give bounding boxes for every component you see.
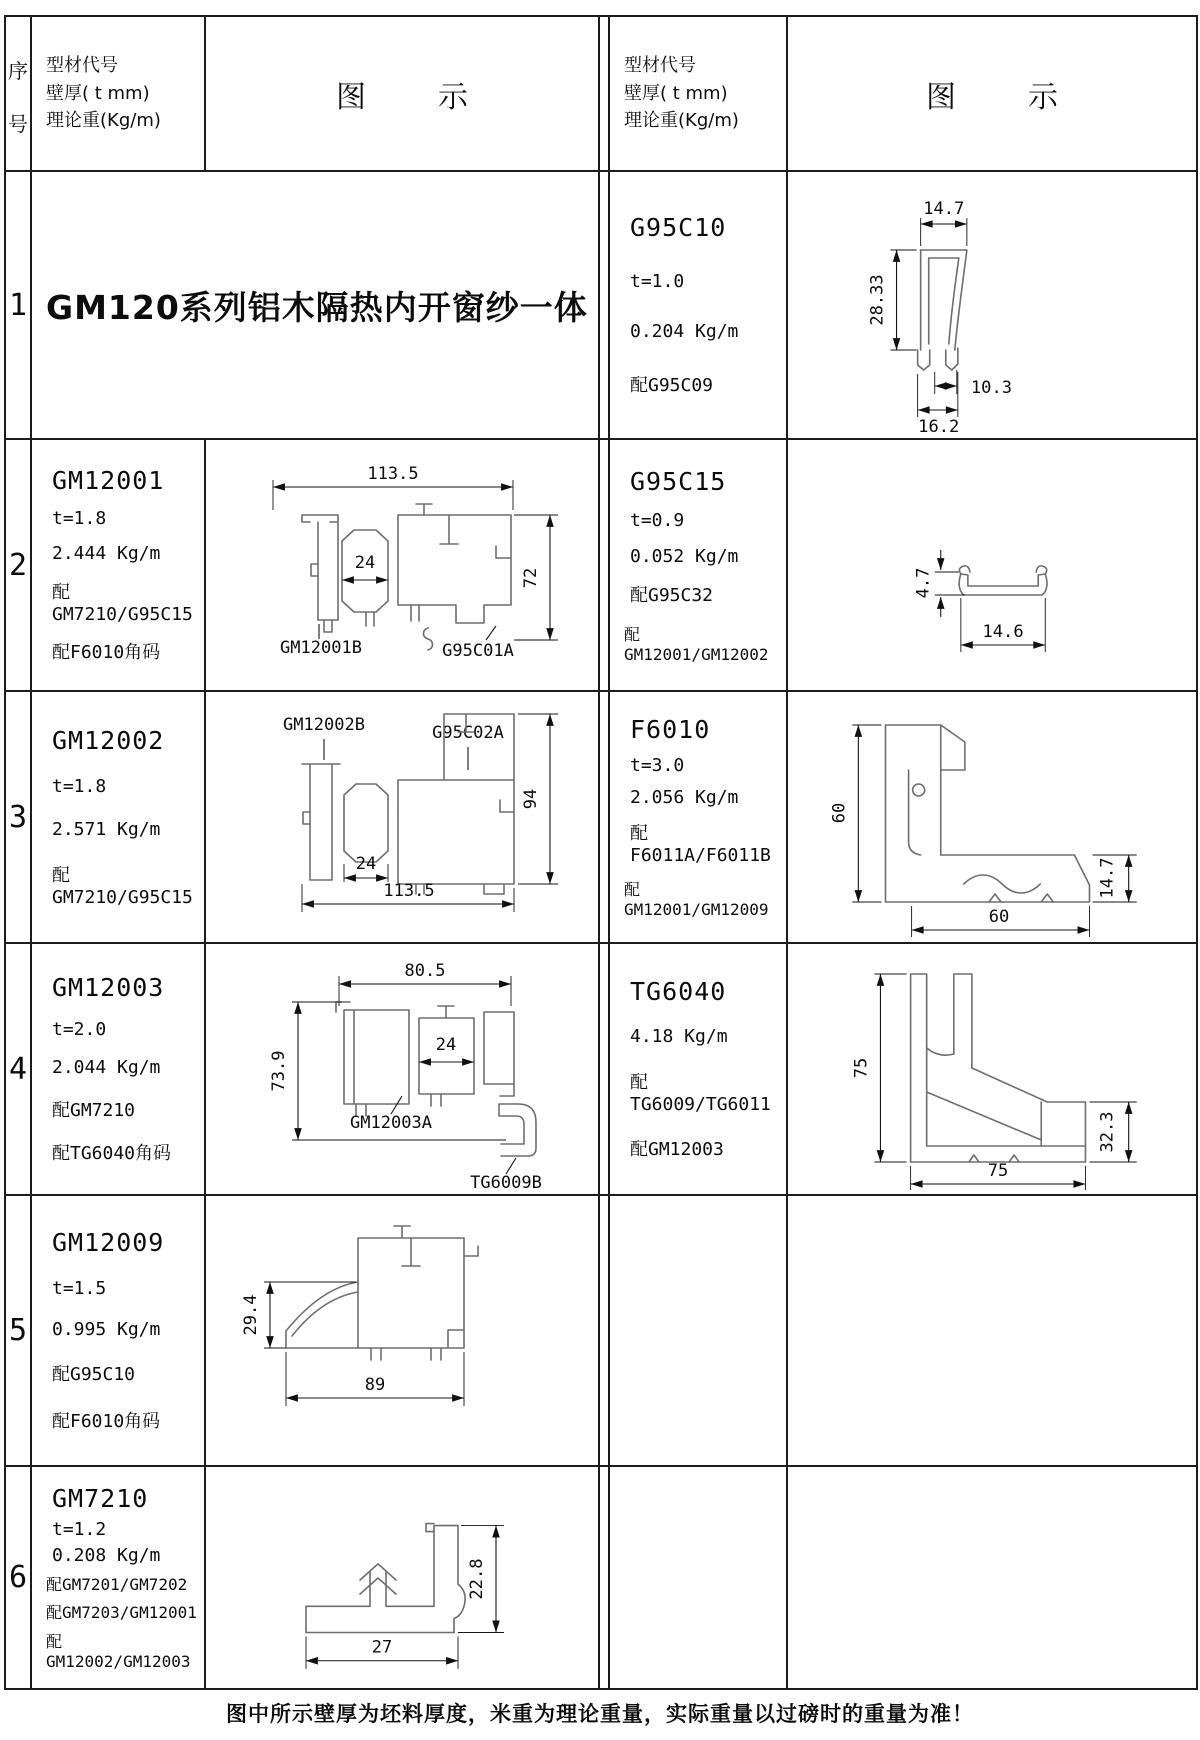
profile-spec-tg6040 xyxy=(610,944,788,1196)
profile-diagram-gm12001 xyxy=(206,440,598,690)
half-divider xyxy=(600,172,610,440)
spec-line: 配F6010角码 xyxy=(52,642,161,664)
dimension-value: 4.7 xyxy=(913,567,934,599)
spec-line: t=1.8 xyxy=(52,508,107,530)
header-spec-line: 型材代号 xyxy=(46,54,118,76)
part-label: GM12002B xyxy=(283,715,365,735)
dimension-value: 24 xyxy=(354,553,376,573)
dimension-value: 14.7 xyxy=(923,199,965,219)
dimension-value: 60 xyxy=(829,802,850,824)
spec-line: 配GM7210 xyxy=(52,1099,136,1121)
profile-code: TG6040 xyxy=(630,976,727,1006)
spec-line: 2.056 Kg/m xyxy=(630,787,739,808)
profile-diagram-gm7210 xyxy=(206,1467,598,1688)
profile-spec-gm12001 xyxy=(32,440,206,692)
page-footer: 图中所示壁厚为坯料厚度，米重为理论重量，实际重量以过磅时的重量为准！ xyxy=(226,1702,974,1726)
spec-line: 配GM7203/GM12001 xyxy=(46,1603,197,1623)
profile-code: F6010 xyxy=(630,715,711,744)
spec-line: 配GM7210/G95C15 xyxy=(52,581,193,625)
profile-spec-g95c15 xyxy=(610,440,788,692)
diagram-cell-gm12002 xyxy=(206,692,600,944)
row-seq: 3 xyxy=(6,692,32,944)
header-diagram-char1: 图 xyxy=(926,79,956,115)
spec-line: 配GM7201/GM7202 xyxy=(46,1574,188,1594)
spec-line: 2.044 Kg/m xyxy=(52,1057,161,1079)
series-title: GM120系列铝木隔热内开窗纱一体 xyxy=(32,172,600,440)
profile-spec-gm12003 xyxy=(32,944,206,1196)
part-label: G95C02A xyxy=(432,723,504,743)
half-divider xyxy=(600,692,610,944)
spec-line: 配GM12002/GM12003 xyxy=(46,1631,191,1671)
profile-code: G95C15 xyxy=(630,466,727,496)
spec-line: 配TG6009/TG6011 xyxy=(630,1071,771,1115)
diagram-cell-gm12003 xyxy=(206,944,600,1196)
spec-line: t=1.0 xyxy=(630,271,685,292)
diagram-cell-g95c10 xyxy=(788,172,1196,440)
spec-line: t=3.0 xyxy=(630,755,685,776)
header-spec-line: 理论重(Kg/m) xyxy=(46,110,161,132)
spec-line: 4.18 Kg/m xyxy=(630,1026,728,1048)
header-seq-char2: 号 xyxy=(8,111,28,136)
row-seq: 6 xyxy=(6,1467,32,1688)
profile-spec-g95c10 xyxy=(610,172,788,440)
dimension-value: 22.8 xyxy=(467,1558,487,1600)
row-seq: 5 xyxy=(6,1196,32,1467)
profile-diagram-gm12009 xyxy=(206,1196,598,1465)
profile-diagram-g95c10 xyxy=(788,172,1196,438)
half-divider xyxy=(600,17,610,172)
row-seq: 1 xyxy=(6,172,32,440)
spec-line: 0.995 Kg/m xyxy=(52,1318,161,1340)
profile-code: GM12009 xyxy=(52,1228,165,1258)
empty-diagram-cell xyxy=(788,1196,1196,1467)
half-divider xyxy=(600,440,610,692)
header-spec-line: 理论重(Kg/m) xyxy=(624,110,739,132)
header-diagram-char1: 图 xyxy=(336,79,366,115)
profile-code: G95C10 xyxy=(630,213,727,242)
empty-diagram-cell xyxy=(788,1467,1196,1688)
spec-line: 配GM12001/GM12009 xyxy=(624,880,769,919)
empty-spec-cell xyxy=(610,1196,788,1467)
spec-line: t=1.2 xyxy=(52,1518,107,1540)
spec-line: 配GM7210/G95C15 xyxy=(52,865,193,909)
spec-line: 0.052 Kg/m xyxy=(630,545,739,567)
spec-line: 0.204 Kg/m xyxy=(630,321,739,342)
profile-code: GM12001 xyxy=(52,465,165,495)
dimension-value: 16.2 xyxy=(918,417,960,437)
dimension-value: 24 xyxy=(355,854,377,874)
diagram-cell-f6010 xyxy=(788,692,1196,944)
spec-line: t=1.8 xyxy=(52,776,107,798)
spec-line: 2.444 Kg/m xyxy=(52,542,161,564)
profile-code: GM12003 xyxy=(52,973,165,1003)
spec-line: 配GM12001/GM12002 xyxy=(624,624,769,664)
profile-spec-gm12009 xyxy=(32,1196,206,1467)
spec-line: t=2.0 xyxy=(52,1019,107,1041)
dimension-value: 28.33 xyxy=(867,274,888,326)
profile-spec-gm12002 xyxy=(32,692,206,944)
dimension-value: 24 xyxy=(435,1035,457,1055)
profile-diagram-f6010 xyxy=(788,692,1196,942)
header-seq xyxy=(6,17,32,172)
spec-line: 配F6011A/F6011B xyxy=(630,823,771,866)
header-spec-line: 壁厚( t mm) xyxy=(624,82,728,104)
profile-diagram-gm12003 xyxy=(206,944,598,1194)
diagram-cell-gm12001 xyxy=(206,440,600,692)
profile-code: GM12002 xyxy=(52,725,165,755)
dimension-value: 60 xyxy=(988,907,1010,927)
half-divider xyxy=(600,1196,610,1467)
part-label: GM12003A xyxy=(350,1113,432,1133)
spec-line: 2.571 Kg/m xyxy=(52,818,161,840)
spec-line: 0.208 Kg/m xyxy=(52,1545,161,1567)
header-spec-right xyxy=(610,17,788,172)
diagram-cell-g95c15 xyxy=(788,440,1196,692)
profile-table xyxy=(4,15,1198,1690)
dimension-value: 72 xyxy=(521,567,541,589)
profile-spec-f6010 xyxy=(610,692,788,944)
dimension-value: 94 xyxy=(521,788,541,810)
dimension-value: 113.5 xyxy=(367,464,419,484)
dimension-value: 10.3 xyxy=(970,378,1013,398)
part-label: TG6009B xyxy=(470,1173,542,1193)
header-diagram-char2: 示 xyxy=(438,79,468,115)
diagram-cell-gm12009 xyxy=(206,1196,600,1467)
part-label: G95C01A xyxy=(442,641,514,661)
spec-line: t=1.5 xyxy=(52,1277,107,1299)
profile-diagram-g95c15 xyxy=(788,440,1196,690)
spec-line: 配F6010角码 xyxy=(52,1410,161,1432)
profile-diagram-tg6040 xyxy=(788,944,1196,1194)
half-divider xyxy=(600,1467,610,1688)
dimension-value: 113.5 xyxy=(383,881,435,901)
spec-line: 配G95C10 xyxy=(52,1364,136,1386)
profile-diagram-gm12002 xyxy=(206,692,598,942)
dimension-value: 75 xyxy=(987,1161,1009,1181)
half-divider xyxy=(600,944,610,1196)
spec-line: 配GM12003 xyxy=(630,1139,724,1161)
empty-spec-cell xyxy=(610,1467,788,1688)
dimension-value: 32.3 xyxy=(1097,1111,1118,1153)
header-diagram-char2: 示 xyxy=(1028,79,1058,115)
diagram-cell-tg6040 xyxy=(788,944,1196,1196)
dimension-value: 14.7 xyxy=(1097,857,1118,899)
diagram-cell-gm7210 xyxy=(206,1467,600,1688)
dimension-value: 73.9 xyxy=(269,1050,289,1092)
dimension-value: 89 xyxy=(364,1375,386,1395)
spec-line: 配G95C32 xyxy=(630,585,714,606)
dimension-value: 29.4 xyxy=(241,1294,261,1336)
dimension-value: 80.5 xyxy=(404,961,446,981)
header-spec-line: 型材代号 xyxy=(624,54,696,76)
header-spec-line: 壁厚( t mm) xyxy=(46,82,150,104)
header-diagram-left xyxy=(206,17,600,172)
header-seq-char1: 序 xyxy=(8,58,28,83)
spec-line: t=0.9 xyxy=(630,510,685,531)
header-spec-left xyxy=(32,17,206,172)
header-diagram-right xyxy=(788,17,1196,172)
part-label: GM12001B xyxy=(280,638,362,658)
dimension-value: 75 xyxy=(851,1057,872,1079)
dimension-value: 27 xyxy=(371,1637,393,1658)
dimension-value: 14.6 xyxy=(982,622,1024,642)
profile-code: GM7210 xyxy=(52,1484,149,1514)
spec-line: 配TG6040角码 xyxy=(52,1142,172,1164)
profile-spec-gm7210 xyxy=(32,1467,206,1688)
row-seq: 4 xyxy=(6,944,32,1196)
spec-line: 配G95C09 xyxy=(630,375,714,396)
row-seq: 2 xyxy=(6,440,32,692)
